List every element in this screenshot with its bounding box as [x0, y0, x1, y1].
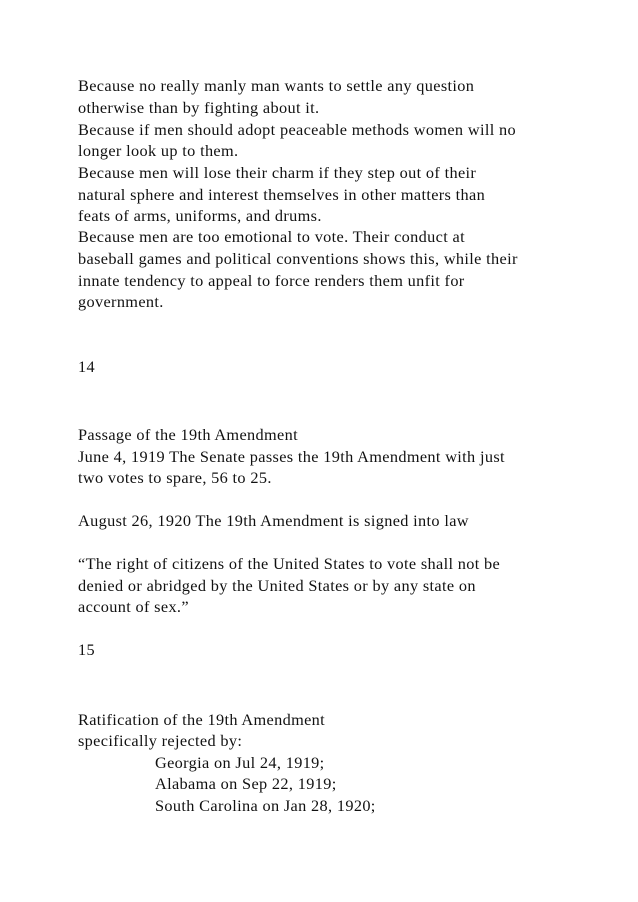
text-line: August 26, 1920 The 19th Amendment is signed into law: [78, 511, 469, 530]
text-line: two votes to spare, 56 to 25.: [78, 468, 272, 487]
text-line: natural sphere and interest themselves in other matters than: [78, 185, 486, 204]
text-line: government.: [78, 292, 164, 311]
text-line: Because if men should adopt peaceable methods women will no: [78, 120, 516, 139]
quote-line: “The right of citizens of the United States to vote shall not be: [78, 554, 501, 573]
text-line: June 4, 1919 The Senate passes the 19th Amendment with just: [78, 447, 505, 466]
page-number: 14: [78, 357, 95, 376]
text-line: Because no really manly man wants to settle any question: [78, 76, 475, 95]
list-item: South Carolina on Jan 28, 1920;: [155, 796, 376, 815]
text-line: baseball games and political conventions shows this, while their: [78, 249, 518, 268]
page-number: 15: [78, 640, 95, 659]
text-line: Because men will lose their charm if they step out of their: [78, 163, 477, 182]
text-line: longer look up to them.: [78, 141, 239, 160]
text-line: otherwise than by fighting about it.: [78, 98, 320, 117]
section-title: Ratification of the 19th Amendment: [78, 710, 326, 729]
quote-line: denied or abridged by the United States or by any state on: [78, 576, 476, 595]
list-item: Alabama on Sep 22, 1919;: [155, 774, 337, 793]
text-line: Because men are too emotional to vote. Their conduct at: [78, 227, 465, 246]
section-title: Passage of the 19th Amendment: [78, 425, 298, 444]
section-subtitle: specifically rejected by:: [78, 731, 243, 750]
list-item: Georgia on Jul 24, 1919;: [155, 753, 325, 772]
quote-line: account of sex.”: [78, 597, 189, 616]
text-line: innate tendency to appeal to force renders them unfit for: [78, 271, 465, 290]
text-line: feats of arms, uniforms, and drums.: [78, 206, 322, 225]
